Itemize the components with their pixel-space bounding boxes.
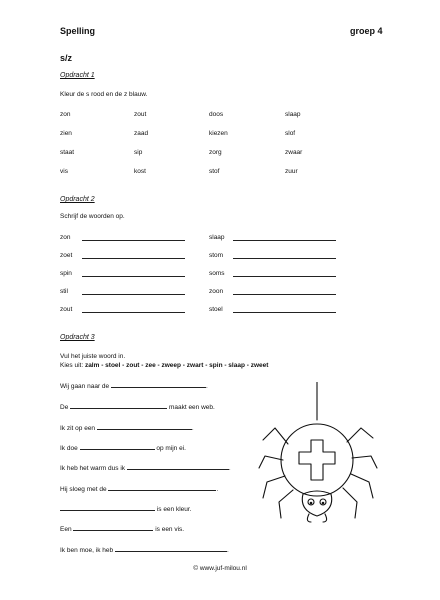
answer-blank[interactable] (70, 402, 167, 409)
sentence-after: maakt een web. (168, 404, 215, 411)
sentence-after: . (216, 486, 219, 493)
word-cell: zwaar (285, 149, 303, 156)
write-line[interactable] (82, 258, 185, 259)
word-cell: zorg (209, 149, 222, 156)
opdracht3-heading: Opdracht 3 (60, 334, 95, 341)
spider-leg (351, 474, 373, 498)
sentence-after: . (191, 425, 194, 432)
sentence-before: Wij gaan naar de (60, 383, 110, 390)
sentence (60, 443, 186, 452)
topic-label: s/z (60, 53, 73, 63)
answer-blank[interactable] (97, 423, 192, 430)
fang-icon (307, 514, 311, 522)
answer-blank[interactable] (108, 484, 219, 493)
write-line[interactable] (233, 294, 336, 295)
opdracht1-heading: Opdracht 1 (60, 72, 95, 79)
word-bank-label: Kies uit: (60, 362, 84, 369)
opdracht3-instruction: Vul het juiste woord in. (60, 353, 126, 360)
write-word: slaap (209, 234, 225, 241)
write-line[interactable] (82, 240, 185, 241)
spider-leg (263, 428, 288, 444)
write-word: stil (60, 288, 68, 295)
word-cell: vis (60, 168, 68, 175)
answer-blank[interactable] (80, 443, 155, 450)
word-cell: stof (209, 168, 220, 175)
sentence-after: op mijn ei. (156, 445, 186, 452)
word-cell: slaap (285, 111, 301, 118)
answer-blank[interactable] (127, 463, 229, 470)
sentence (60, 402, 215, 411)
spider-body (281, 424, 353, 496)
word-cell: kiezen (209, 130, 228, 137)
spider-leg (347, 428, 373, 442)
word-cell: zout (134, 111, 147, 118)
word-cell: zon (60, 111, 71, 118)
sentence-before: De (60, 404, 69, 411)
sentence-after: . (226, 547, 229, 554)
write-word: zout (60, 306, 73, 313)
write-word: spin (60, 270, 72, 277)
spider-leg (343, 488, 357, 518)
sentence (60, 381, 208, 390)
sentence-before: Ik heb het warm dus ik (60, 465, 126, 472)
answer-blank[interactable] (115, 545, 227, 552)
word-cell: kost (134, 168, 146, 175)
word-bank-words: zalm - stoel - zout - zee - zweep - zwart - spin - slaap - zweet (84, 362, 269, 369)
sentence (60, 504, 192, 513)
write-line[interactable] (82, 276, 185, 277)
word-cell: zuur (285, 168, 298, 175)
sentence (60, 463, 231, 472)
opdracht1-instruction: Kleur de s rood en de z blauw. (60, 91, 148, 98)
spider-leg (352, 456, 377, 468)
answer-blank[interactable] (73, 524, 153, 531)
word-bank (60, 362, 268, 369)
word-cell: zien (60, 130, 72, 137)
write-line[interactable] (233, 240, 336, 241)
write-line[interactable] (82, 312, 185, 313)
write-line[interactable] (82, 294, 185, 295)
sentence-after: . (228, 465, 231, 472)
sentence-before: Ik zit op een (60, 425, 96, 432)
sentence (60, 524, 184, 533)
write-line[interactable] (233, 276, 336, 277)
word-cell: staat (60, 149, 75, 156)
word-cell: doos (209, 111, 224, 118)
sentence-after: is een vis. (155, 526, 185, 533)
write-word: zoet (60, 252, 73, 259)
answer-blank[interactable] (111, 381, 206, 388)
spider-leg (263, 476, 285, 498)
group-label: groep 4 (350, 26, 383, 36)
sentence-before: Een (60, 526, 72, 533)
sentence-after: . (205, 383, 208, 390)
sentence (60, 545, 229, 554)
spider-leg (279, 490, 293, 518)
write-word: stom (209, 252, 224, 259)
opdracht2-instruction: Schrijf de woorden op. (60, 213, 125, 220)
write-line[interactable] (233, 312, 336, 313)
spider-leg (259, 456, 283, 468)
footer-copyright: © www.juf-milou.nl (193, 565, 247, 572)
spider-illustration (255, 382, 395, 542)
word-cell: slof (285, 130, 296, 137)
sentence (60, 423, 194, 432)
sentence (60, 484, 218, 493)
write-word: soms (209, 270, 225, 277)
opdracht2-heading: Opdracht 2 (60, 196, 95, 203)
cross-icon (299, 440, 335, 480)
sentence-after: is een kleur. (156, 506, 192, 513)
sentence-before: Ik ben moe, ik heb (60, 547, 114, 554)
answer-blank[interactable] (60, 504, 155, 511)
page-title: Spelling (60, 26, 96, 36)
sentence-before: Ik doe (60, 445, 78, 452)
write-word: zon (60, 234, 71, 241)
fang-icon (323, 514, 327, 522)
write-word: zoon (209, 288, 224, 295)
word-cell: sip (134, 149, 143, 156)
write-line[interactable] (233, 258, 336, 259)
write-word: stoel (209, 306, 223, 313)
sentence-before: Hij sloeg met de (60, 486, 107, 493)
word-cell: zaad (134, 130, 149, 137)
